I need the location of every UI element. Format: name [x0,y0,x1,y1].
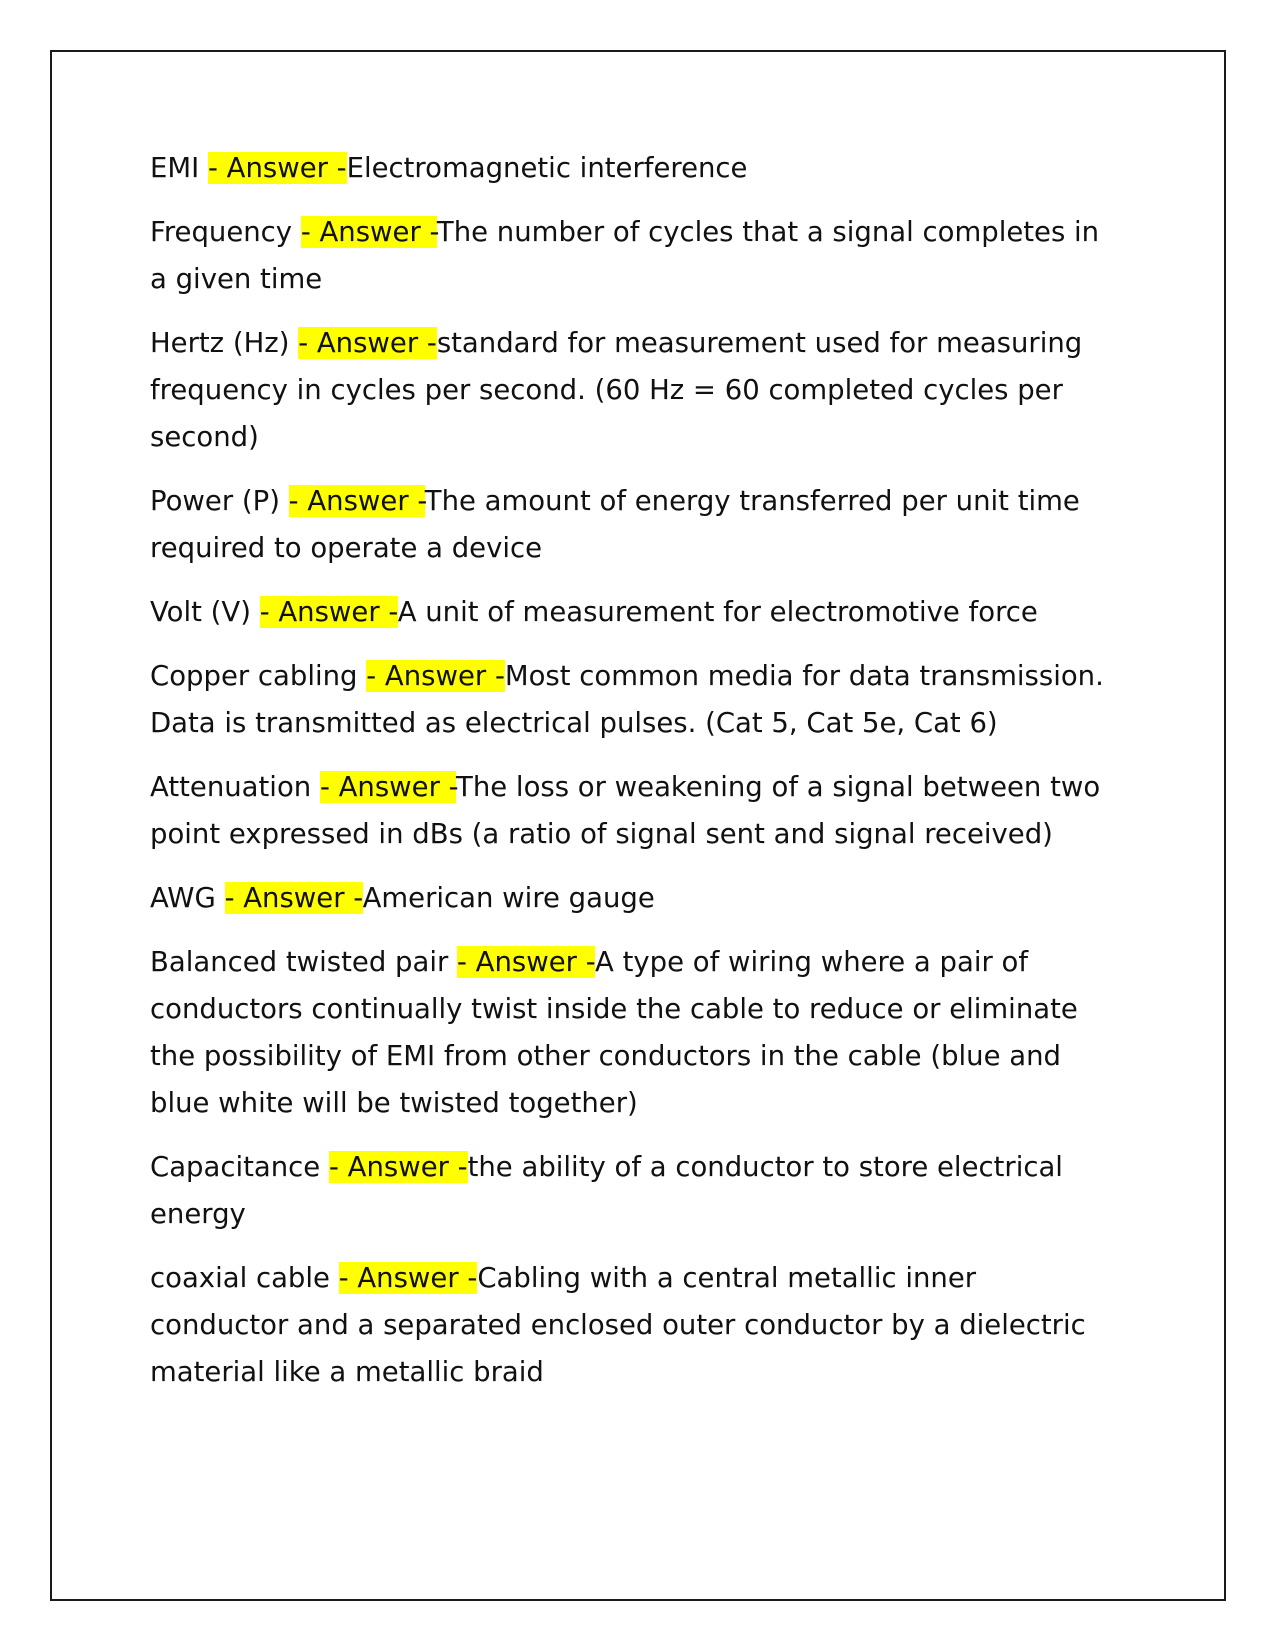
term: coaxial cable [150,1262,339,1294]
definition: standard for measurement used for measuring frequency in cycles per second. (60 Hz = 60 completed cycles per second) [150,327,1083,453]
answer-highlight: - Answer - [288,485,425,517]
term: AWG [150,882,225,914]
answer-highlight: - Answer - [224,882,363,914]
answer-highlight: - Answer - [338,1262,478,1294]
term: Copper cabling [150,660,367,692]
definition: American wire gauge [362,882,655,914]
entry-hertz [150,320,1120,461]
answer-highlight: - Answer - [319,771,457,803]
entry-awg [150,875,1120,922]
definition: The amount of energy transferred per unit time required to operate a device [150,485,1080,564]
document-body [150,145,1120,1413]
entry-balanced-twisted-pair [150,939,1120,1127]
entry-coaxial-cable [150,1255,1120,1396]
entry-volt [150,589,1120,636]
term: Attenuation [150,771,320,803]
term: EMI [150,152,208,184]
entry-power [150,478,1120,572]
term: Frequency [150,216,301,248]
term: Power (P) [150,485,289,517]
definition: A type of wiring where a pair of conductors continually twist inside the cable to reduce or eliminate the possibility of EMI from other conductors in the cable (blue and blue white will be twisted together) [150,946,1078,1119]
entry-capacitance [150,1144,1120,1238]
term: Volt (V) [150,596,260,628]
entry-copper-cabling [150,653,1120,747]
definition: Electromagnetic interference [346,152,748,184]
term: Hertz (Hz) [150,327,299,359]
answer-highlight: - Answer - [328,1151,468,1183]
definition: A unit of measurement for electromotive force [397,596,1038,628]
answer-highlight: - Answer - [300,216,437,248]
definition: Cabling with a central metallic inner conductor and a separated enclosed outer conductor by a dielectric material like a metallic braid [150,1262,1086,1388]
entry-emi [150,145,1120,192]
definition: The number of cycles that a signal completes in a given time [150,216,1100,295]
definition: the ability of a conductor to store electrical energy [150,1151,1063,1230]
answer-highlight: - Answer - [298,327,437,359]
entry-attenuation [150,764,1120,858]
definition: The loss or weakening of a signal between two point expressed in dBs (a ratio of signal sent and signal received) [150,771,1101,850]
definition: Most common media for data transmission. Data is transmitted as electrical pulses. (Cat 5, Cat 5e, Cat 6) [150,660,1104,739]
term: Capacitance [150,1151,329,1183]
answer-highlight: - Answer - [207,152,347,184]
entry-frequency [150,209,1120,303]
answer-highlight: - Answer - [366,660,505,692]
answer-highlight: - Answer - [259,596,398,628]
term: Balanced twisted pair [150,946,458,978]
answer-highlight: - Answer - [457,946,596,978]
